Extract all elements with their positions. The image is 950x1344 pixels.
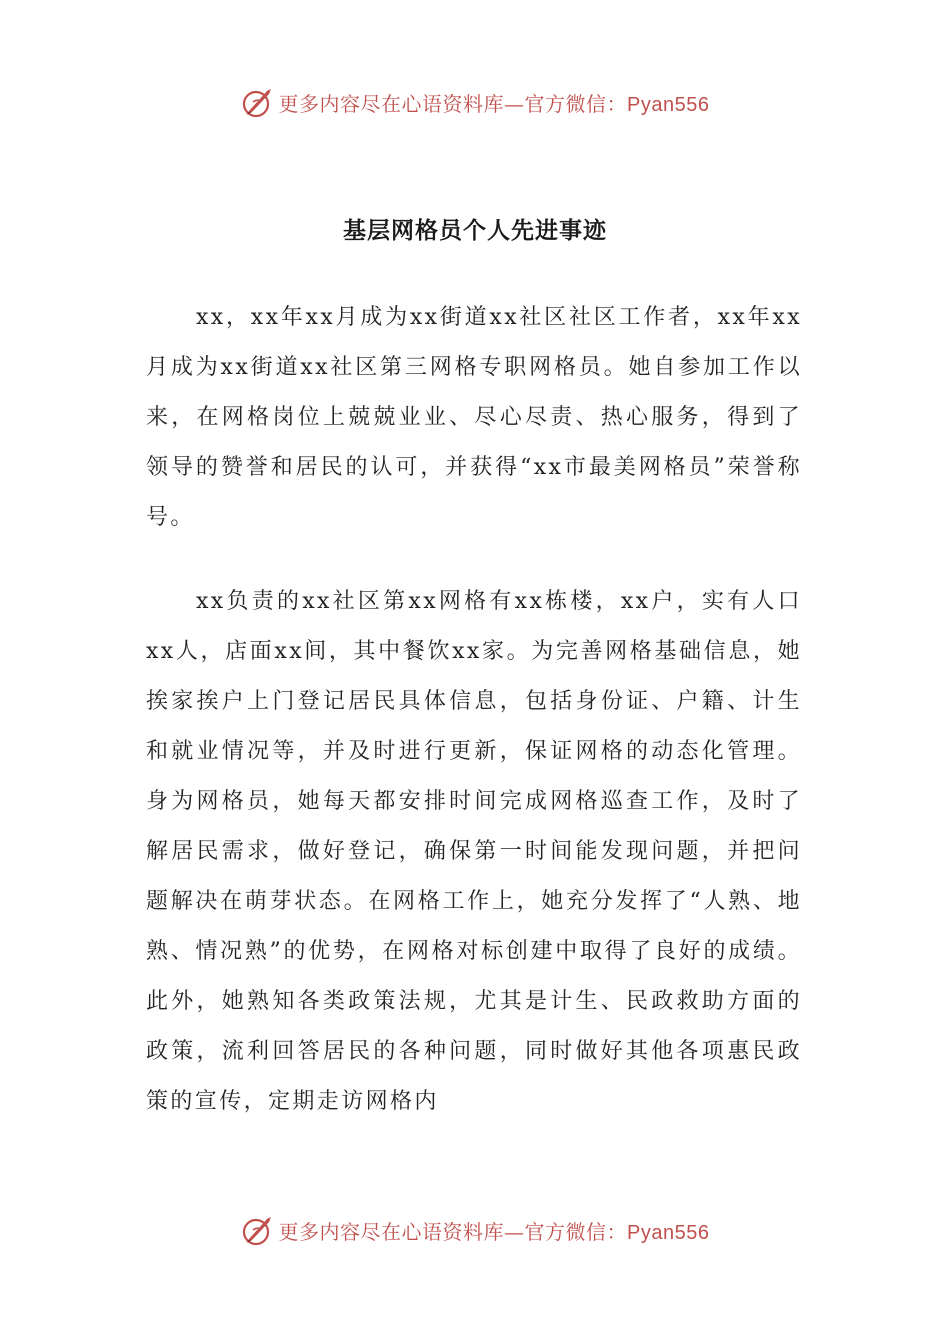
paragraph-1: xx，xx年xx月成为xx街道xx社区社区工作者，xx年xx月成为xx街道xx社区第三网格专职网格员。她自参加工作以来，在网格岗位上兢兢业业、尽心尽责、热心服务，得到了领导的赞誉和居民的认可，并获得“xx市最美网格员”荣誉称号。 bbox=[146, 305, 802, 530]
quill-pen-logo-icon bbox=[241, 85, 275, 119]
paragraph-2: xx负责的xx社区第xx网格有xx栋楼，xx户，实有人口xx人，店面xx间，其中餐饮xx家。为完善网格基础信息，她挨家挨户上门登记居民具体信息，包括身份证、户籍、计生和就业情况等，并及时进行更新，保证网格的动态化管理。身为网格员，她每天都安排时间完成网格巡查工作，及时了解居民需求，做好登记，确保第一时间能发现问题，并把问题解决在萌芽状态。在网格工作上，她充分发挥了“人熟、地熟、情况熟”的优势，在网格对标创建中取得了良好的成绩。此外，她熟知各类政策法规，尤其是计生、民政救助方面的政策，流利回答居民的各种问题，同时做好其他各项惠民政策的宣传，定期走访网格内 bbox=[146, 589, 802, 1114]
footer-wechat-id: Pyan556 bbox=[627, 1221, 710, 1244]
footer-banner bbox=[0, 1210, 950, 1250]
footer-banner-label: 更多内容尽在心语资料库—官方微信： bbox=[278, 1219, 628, 1244]
header-banner-text bbox=[279, 88, 710, 117]
header-banner-label: 更多内容尽在心语资料库—官方微信： bbox=[278, 91, 628, 116]
document-title: 基层网格员个人先进事迹 bbox=[343, 217, 607, 244]
quill-pen-logo-icon bbox=[241, 1213, 275, 1247]
header-banner bbox=[0, 82, 950, 122]
footer-banner-text bbox=[279, 1216, 710, 1245]
header-wechat-id: Pyan556 bbox=[627, 93, 710, 116]
